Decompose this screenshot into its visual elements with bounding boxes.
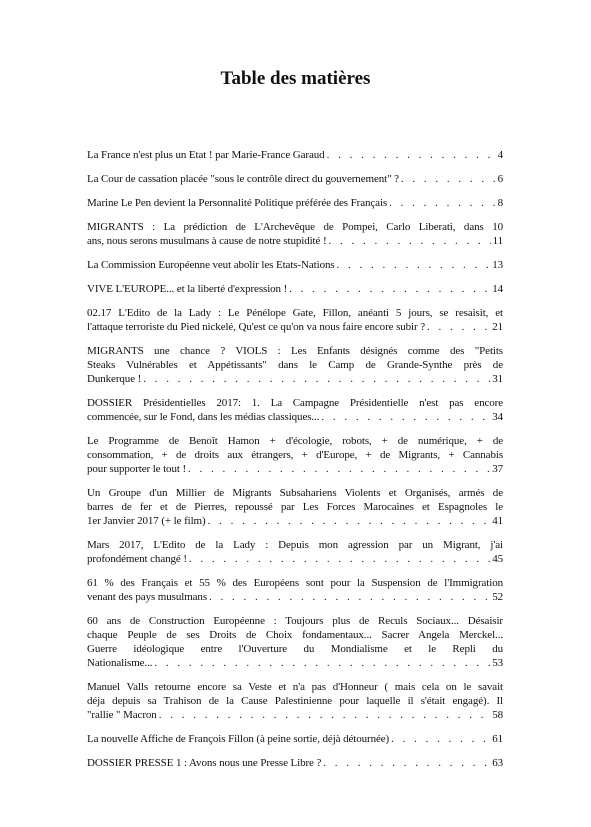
page-number: 41 (492, 515, 503, 527)
toc-entry-line: DOSSIER Présidentielles 2017: 1. La Campagne Présidentielle n'est pas encore (87, 397, 503, 409)
toc-entry[interactable] (87, 172, 503, 186)
dot-leader (427, 320, 490, 334)
toc-entry-line: Manuel Valls retourne encore sa Veste et n'a pas d'Honneur ( mais cela on le savait (87, 681, 503, 693)
toc-entry-last-line (87, 756, 503, 770)
dot-leader (143, 372, 490, 386)
toc-entry[interactable] (87, 220, 503, 248)
toc-entry[interactable] (87, 196, 503, 210)
toc-entry-last-line (87, 148, 503, 162)
toc-entry[interactable] (87, 732, 503, 746)
toc-entry[interactable] (87, 148, 503, 162)
page-number: 13 (492, 259, 503, 271)
toc-entry[interactable] (87, 258, 503, 272)
dot-leader (209, 590, 490, 604)
page-number: 53 (492, 657, 503, 669)
toc-entry[interactable] (87, 434, 503, 476)
toc-entry[interactable] (87, 614, 503, 670)
dot-leader (327, 148, 496, 162)
toc-entry-last-line (87, 590, 503, 604)
toc-entry-line: Le Programme de Benoît Hamon + d'écologie, robots, + de numérique, + de (87, 435, 503, 447)
toc-entry-line: 02.17 L'Edito de la Lady : Le Pénélope Gate, Fillon, anéanti 5 jours, se resaisit, et (87, 307, 503, 319)
toc-entry-title: profondément changé ! (87, 553, 187, 565)
page-number: 37 (492, 463, 503, 475)
toc-entry-line: barres de fer et de Pierres, repoussé par Les Forces Marocaines et Espagnoles le (87, 501, 503, 513)
toc-entry-line: MIGRANTS : La prédiction de L'Archevêque de Pompei, Carlo Liberati, dans 10 (87, 221, 503, 233)
toc-entry-last-line (87, 234, 503, 248)
page-number: 58 (492, 709, 503, 721)
toc-entry-title: pour supporter le tout ! (87, 463, 187, 475)
page-number: 63 (492, 757, 503, 769)
toc-entry[interactable] (87, 756, 503, 770)
toc-entry-line: Guerre idéologique entre l'Ouverture du Mondialisme et le Repli du (87, 643, 503, 655)
dot-leader (188, 462, 490, 476)
toc-entry-title: commencée, sur le Fond, dans les médias classiques... (87, 411, 320, 423)
page-number: 21 (492, 321, 503, 333)
toc-entry-last-line (87, 656, 503, 670)
toc-entry-last-line (87, 732, 503, 746)
toc-entry-last-line (87, 282, 503, 296)
page-number: 4 (497, 149, 503, 161)
toc-entry-title: DOSSIER PRESSE 1 : Avons nous une Presse Libre ? (87, 757, 322, 769)
toc-entry-line: déja depuis sa Trahison de la Cause Palestinienne pour laquelle il s'était engagé). Il (87, 695, 503, 707)
dot-leader (321, 410, 490, 424)
toc-entry-title: "rallie " Macron (87, 709, 157, 721)
page-number: 34 (492, 411, 503, 423)
toc-entry-title: Dunkerque ! (87, 373, 142, 385)
toc-entry-last-line (87, 172, 503, 186)
toc-entry-last-line (87, 196, 503, 210)
toc-entry-line: Un Groupe d'un Millier de Migrants Subsahariens Violents et Organisés, armés de (87, 487, 503, 499)
toc-entry-line: 61 % des Français et 55 % des Européens sont pour la Suspension de l'Immigration (87, 577, 503, 589)
toc-entry-line: MIGRANTS une chance ? VIOLS : Les Enfants désignés comme des "Petits (87, 345, 503, 357)
page-number: 14 (492, 283, 503, 295)
toc-entry-title: l'attaque terroriste du Pied nickelé, Qu'est ce qu'on va nous faire encore subir ? (87, 321, 426, 333)
toc-entry-last-line (87, 552, 503, 566)
dot-leader (208, 514, 491, 528)
page-number: 52 (492, 591, 503, 603)
toc-entry-title: La nouvelle Affiche de François Fillon (à peine sortie, déjà détournée) (87, 733, 390, 745)
toc-entry-title: 1er Janvier 2017 (+ le film) (87, 515, 206, 527)
toc-entry-last-line (87, 410, 503, 424)
toc-entry[interactable] (87, 282, 503, 296)
toc-entry-last-line (87, 372, 503, 386)
page-number: 45 (492, 553, 503, 565)
dot-leader (289, 282, 490, 296)
toc-entry-last-line (87, 514, 503, 528)
toc-entry-line: consommation, + de droits aux étrangers, + d'Europe, + de Migrants, + Cannabis (87, 449, 503, 461)
toc-entry[interactable] (87, 576, 503, 604)
toc-entry-line: chaque Peuple de ses Droits de Choix fondamentaux... Sacrer Angela Merckel... (87, 629, 503, 641)
dot-leader (391, 732, 490, 746)
page-number: 31 (492, 373, 503, 385)
page-number: 61 (492, 733, 503, 745)
dot-leader (337, 258, 491, 272)
dot-leader (401, 172, 496, 186)
toc-entry-title: VIVE L'EUROPE... et la liberté d'expression ! (87, 283, 288, 295)
dot-leader (154, 656, 490, 670)
toc-entry-line: Mars 2017, L'Edito de la Lady : Depuis mon agression par un Migrant, j'ai (87, 539, 503, 551)
dot-leader (323, 756, 490, 770)
toc-entry[interactable] (87, 306, 503, 334)
dot-leader (389, 196, 496, 210)
toc-entry[interactable] (87, 396, 503, 424)
toc-entry-last-line (87, 462, 503, 476)
toc-entry-last-line (87, 258, 503, 272)
toc-entry-title: Marine Le Pen devient la Personnalité Politique préférée des Français (87, 197, 388, 209)
dot-leader (329, 234, 491, 248)
toc-entry-title: venant des pays musulmans (87, 591, 208, 603)
toc-entry-line: Steaks Vulnérables et Appétissants" dans le Camp de Grande-Synthe près de (87, 359, 503, 371)
toc-entry-title: La France n'est plus un Etat ! par Marie-France Garaud (87, 149, 325, 161)
toc-entry-title: La Cour de cassation placée "sous le contrôle direct du gouvernement" ? (87, 173, 399, 185)
toc-entry[interactable] (87, 486, 503, 528)
toc-entry[interactable] (87, 680, 503, 722)
toc-entry-title: Nationalisme... (87, 657, 153, 669)
toc-entry-title: La Commission Européenne veut abolir les Etats-Nations (87, 259, 335, 271)
toc-entry-last-line (87, 320, 503, 334)
toc-entry[interactable] (87, 538, 503, 566)
toc-entry[interactable] (87, 344, 503, 386)
page-number: 11 (492, 235, 503, 247)
page-number: 8 (497, 197, 503, 209)
toc-entry-last-line (87, 708, 503, 722)
dot-leader (189, 552, 490, 566)
dot-leader (159, 708, 491, 722)
toc-entry-title: ans, nous serons musulmans à cause de notre stupidité ! (87, 235, 327, 247)
page-number: 6 (497, 173, 503, 185)
toc-entry-line: 60 ans de Construction Européenne : Toujours plus de Reculs Sociaux... Désaisir (87, 615, 503, 627)
table-of-contents (87, 148, 503, 780)
page-title: Table des matières (220, 68, 371, 89)
